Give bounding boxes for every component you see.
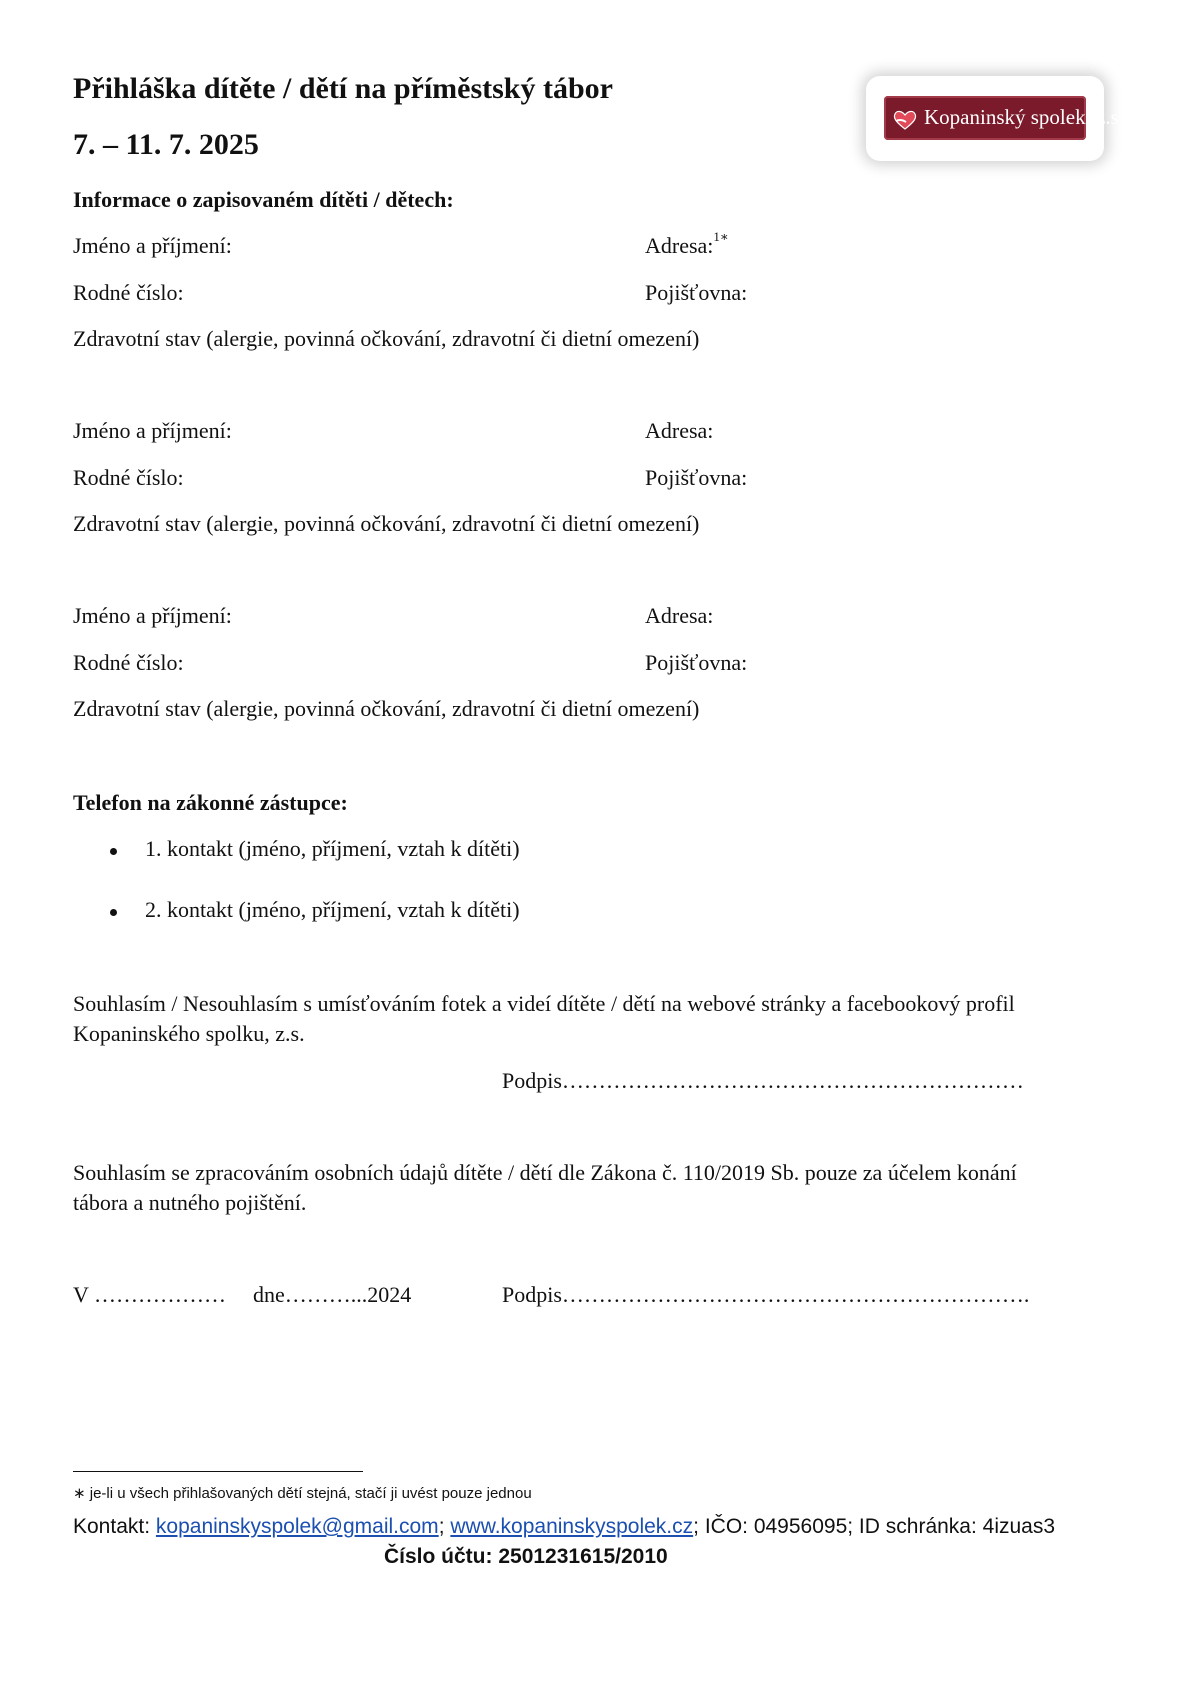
- guardians-heading: Telefon na zákonné zástupce:: [73, 790, 348, 815]
- child-1-name-label: Jméno a příjmení:: [73, 233, 232, 258]
- footnote: [73, 1484, 532, 1502]
- page-title: Přihláška dítěte / dětí na příměstský tábor: [73, 72, 613, 105]
- child-1-insurance-label: Pojišťovna:: [645, 280, 748, 305]
- email-link[interactable]: kopaninskyspolek@gmail.com: [155, 1515, 439, 1538]
- child-1-birth-number-label: Rodné číslo:: [73, 280, 184, 305]
- separator: ;: [438, 1515, 445, 1538]
- child-2-health-label: Zdravotní stav (alergie, povinná očkování, zdravotní či dietní omezení): [73, 511, 700, 536]
- guardian-contact-2: 2. kontakt (jméno, příjmení, vztah k dítěti): [145, 897, 520, 922]
- guardian-contact-1: 1. kontakt (jméno, příjmení, vztah k dítěti): [145, 836, 520, 861]
- heart-hand-icon: [892, 107, 918, 131]
- footer-contact: [73, 1515, 1055, 1539]
- footnote-separator: [73, 1471, 363, 1472]
- place-field: V ………………: [73, 1282, 226, 1307]
- children-heading: Informace o zapisovaném dítěti / dětech:: [73, 187, 454, 212]
- photo-consent-text-line-1: Souhlasím / Nesouhlasím s umísťováním fotek a videí dítěte / dětí na webové stránky a facebookový profil: [73, 991, 1015, 1016]
- child-1-address-label: Adresa:$^{1∗}$: [645, 229, 729, 258]
- company-ids: ; IČO: 04956095; ID schránka: 4izuas3: [693, 1515, 1056, 1538]
- data-consent-text-line-2: tábora a nutného pojištění.: [73, 1190, 307, 1215]
- logo-band: [884, 96, 1125, 140]
- camp-dates: 7. – 11. 7. 2025: [73, 128, 259, 161]
- photo-consent-signature-line: Podpis………………………………………………………: [502, 1068, 1024, 1093]
- data-consent-text-line-1: Souhlasím se zpracováním osobních údajů dítěte / dětí dle Zákona č. 110/2019 Sb. pouze za účelem konání: [73, 1160, 1017, 1185]
- footnote-reference: 1∗: [713, 229, 729, 244]
- bank-account: Číslo účtu: 2501231615/2010: [384, 1545, 668, 1568]
- date-field: dne………...2024: [253, 1282, 412, 1307]
- child-2-name-label: Jméno a příjmení:: [73, 418, 232, 443]
- child-3-insurance-label: Pojišťovna:: [645, 650, 748, 675]
- child-3-address-label: Adresa:: [645, 603, 714, 628]
- child-2-address-label: Adresa:: [645, 418, 714, 443]
- child-3-name-label: Jméno a příjmení:: [73, 603, 232, 628]
- logo-text: Kopaninský spolek, z.s.: [924, 105, 1125, 129]
- child-2-birth-number-label: Rodné číslo:: [73, 465, 184, 490]
- photo-consent-text-line-2: Kopaninského spolku, z.s.: [73, 1021, 305, 1046]
- child-2-insurance-label: Pojišťovna:: [645, 465, 748, 490]
- contact-label: Kontakt:: [73, 1515, 151, 1538]
- footnote-mark: ∗: [73, 1485, 86, 1502]
- logo: [866, 76, 1125, 161]
- bullet-1: [110, 848, 117, 855]
- website-link[interactable]: www.kopaninskyspolek.cz: [450, 1515, 694, 1538]
- child-1-health-label: Zdravotní stav (alergie, povinná očkování, zdravotní či dietní omezení): [73, 326, 700, 351]
- child-3-health-label: Zdravotní stav (alergie, povinná očkování, zdravotní či dietní omezení): [73, 696, 700, 721]
- footnote-text: je-li u všech přihlašovaných dětí stejná, stačí ji uvést pouze jednou: [89, 1485, 532, 1502]
- child-3-birth-number-label: Rodné číslo:: [73, 650, 184, 675]
- bullet-2: [110, 909, 117, 916]
- data-consent-signature-line: Podpis……………………………………………………….: [502, 1282, 1030, 1307]
